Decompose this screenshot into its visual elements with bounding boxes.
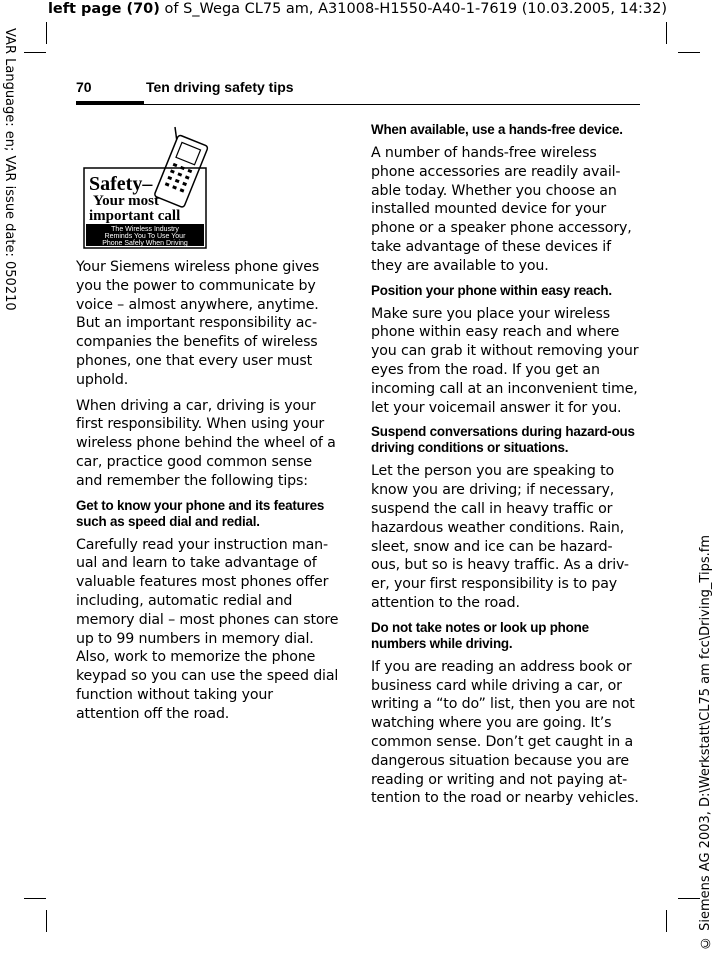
logo-line-2: Your most <box>93 193 159 209</box>
header-rule-thick <box>76 101 144 105</box>
tip-heading: When available, use a hands-free device. <box>371 122 623 137</box>
logo-banner-2: Reminds You To Use Your <box>104 233 186 240</box>
tip-heading: Position your phone within easy reach. <box>371 282 612 298</box>
body-paragraph: Carefully read your instruction man-ual and learn to take advantage of valuable features most phones offer including, automatic redial and memory dial – most phones can store up to 99 numbers in memory dial. Also, work to memorize the phone keypad so you can use the speed dial function without taking your attention off the road. <box>76 536 339 722</box>
logo-banner-3: Phone Safely When Driving <box>102 240 188 247</box>
tip-heading: Suspend conversations during hazard-ous driving conditions or situations. <box>371 424 635 456</box>
crop-mark <box>24 898 46 899</box>
print-header-page: left page (70) <box>47 1 160 17</box>
crop-mark <box>46 22 47 44</box>
header-rule-thin <box>144 104 640 105</box>
logo-line-3: important call <box>89 208 181 224</box>
body-paragraph: Make sure you place your wireless phone within easy reach and where you can grab it without removing your eyes from the road. If you get an incoming call at an inconvenient time, let your voicemail answer it for you. <box>371 305 639 416</box>
body-paragraph: A number of hands-free wireless phone accessories are readily avail-able today. Whether you choose an installed mounted device for your phone or a speaker phone accessory, take advantage of these devices if they are available to you. <box>371 145 632 274</box>
tip-heading: Get to know your phone and its features such as speed dial and redial. <box>76 497 325 529</box>
right-column <box>371 122 639 815</box>
page-title: Ten driving safety tips <box>146 79 294 95</box>
crop-mark <box>46 910 47 932</box>
body-paragraph: If you are reading an address book or business card while driving a car, or writing a “to do” list, then you are not watching where you are going. It’s common sense. Don’t get caught in a dangerous situation because you are reading or writing and not paying at-tention to the road or nearby vehicles. <box>371 658 639 807</box>
tip-heading: Do not take notes or look up phone numbers while driving. <box>371 619 589 651</box>
body-paragraph: When driving a car, driving is your first responsibility. When using your wireless phone behind the wheel of a car, practice good common sense and remember the following tips: <box>76 397 336 489</box>
crop-mark <box>666 910 667 932</box>
crop-mark <box>24 52 46 53</box>
page-number: 70 <box>76 79 92 95</box>
logo-line-1: Safety– <box>89 173 153 195</box>
print-header-info: of S_Wega CL75 am, A31008-H1550-A40-1-7619 (10.03.2005, 14:32) <box>159 1 668 17</box>
print-header <box>0 0 715 18</box>
margin-file-info: © Siemens AG 2003, D:\Werkstatt\CL75 am fcc\Driving_Tips.fm <box>698 535 713 950</box>
left-column <box>76 258 340 731</box>
body-paragraph: Let the person you are speaking to know you are driving; if necessary, suspend the call in heavy traffic or hazardous weather conditions. Rain, sleet, snow and ice can be hazard-ous, but so is heavy traffic. As a driv-er, your first responsibility is to pay attention to the road. <box>371 463 629 611</box>
margin-language-info: VAR Language: en; VAR issue date: 050210 <box>2 28 17 311</box>
safety-logo <box>80 124 210 250</box>
logo-banner-1: The Wireless Industry <box>111 226 179 233</box>
crop-mark <box>678 898 700 899</box>
crop-mark <box>666 22 667 44</box>
crop-mark <box>678 52 700 53</box>
body-paragraph: Your Siemens wireless phone gives you the power to communicate by voice – almost anywhere, anytime. But an important responsibility ac-companies the benefits of wireless phones, one that every user must uphold. <box>76 259 320 388</box>
